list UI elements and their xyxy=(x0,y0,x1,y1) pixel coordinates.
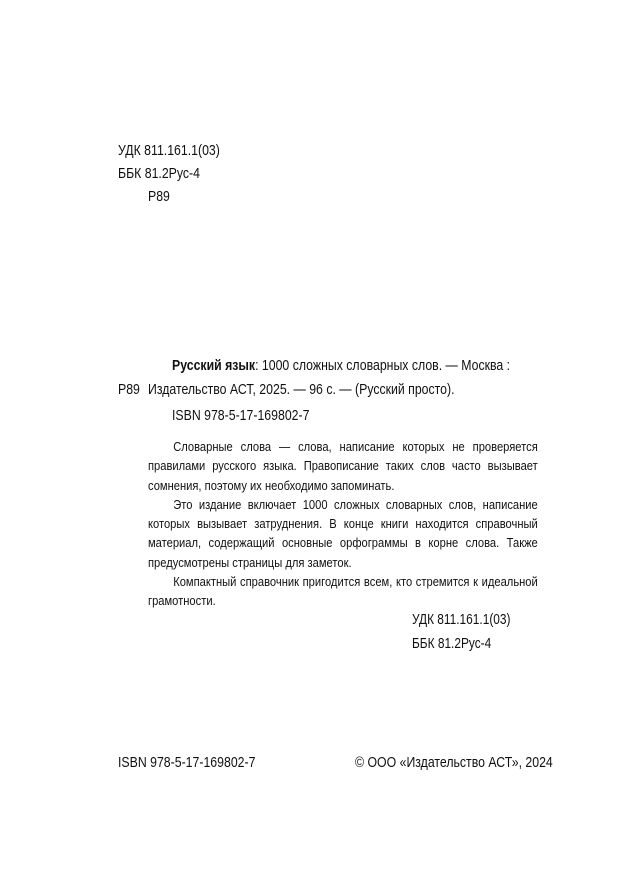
bbk-bottom: ББК 81.2Рус-4 xyxy=(412,636,492,652)
author-mark-top: Р89 xyxy=(148,188,170,205)
bibliographic-publisher-line: Издательство АСТ, 2025. — 96 с. — (Русский просто). xyxy=(148,381,455,398)
footer-isbn: ISBN 978-5-17-169802-7 xyxy=(118,754,256,771)
udk-bottom: УДК 811.161.1(03) xyxy=(412,612,511,628)
annotation-paragraph: Компактный справочник пригодится всем, кто стремится к идеальной грамотности. xyxy=(148,574,538,609)
annotation-paragraph: Это издание включает 1000 сложных словарных слов, написание которых вызывает затруднения. В конце книги находится справочный материал, содержащий основные орфограммы в корне слова. Также предусмотрены страницы для заметок. xyxy=(148,496,538,570)
book-title: Русский язык xyxy=(172,357,256,374)
author-mark-inline: Р89 xyxy=(118,381,140,398)
footer-copyright: © ООО «Издательство АСТ», 2024 xyxy=(355,754,553,771)
book-title-rest: : 1000 сложных словарных слов. — Москва : xyxy=(255,357,511,374)
udk-top: УДК 811.161.1(03) xyxy=(118,142,220,159)
isbn-line: ISBN 978-5-17-169802-7 xyxy=(172,407,310,424)
bibliographic-title-line xyxy=(172,357,584,374)
annotation-paragraph: Словарные слова — слова, написание которых не проверяется правилами русского языка. Правописание таких слов часто вызывает сомнения, поэтому их необходимо запоминать. xyxy=(148,439,538,493)
annotation-text xyxy=(148,437,538,611)
bbk-top: ББК 81.2Рус-4 xyxy=(118,165,200,182)
